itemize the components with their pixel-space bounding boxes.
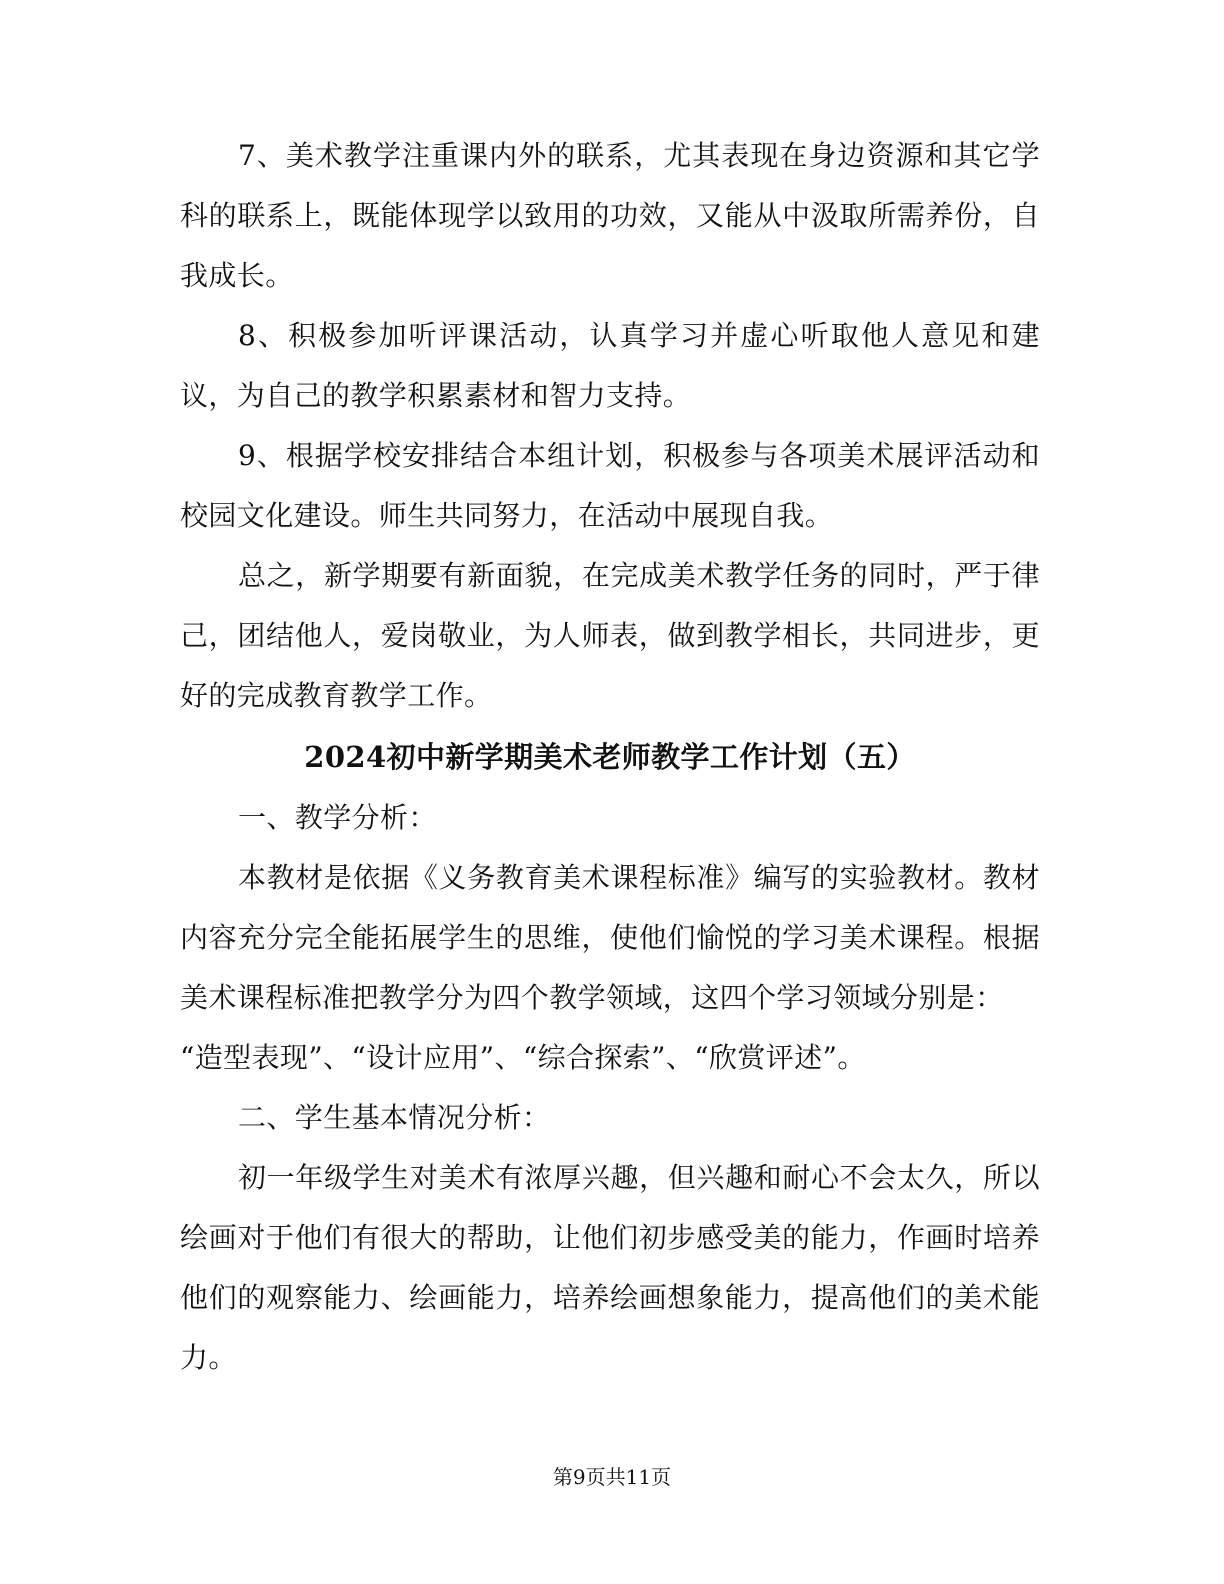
paragraph-item-7: 7、美术教学注重课内外的联系，尤其表现在身边资源和其它学科的联系上，既能体现学以致用的功效，又能从中汲取所需养份，自我成长。 [180,139,1040,292]
paragraph-summary: 总之，新学期要有新面貌，在完成美术教学任务的同时，严于律己，团结他人，爱岗敬业，为人师表，做到教学相长，共同进步，更好的完成教育教学工作。 [180,559,1040,712]
paragraph-item-9: 9、根据学校安排结合本组计划，积极参与各项美术展评活动和校园文化建设。师生共同努力，在活动中展现自我。 [180,439,1040,532]
subheading-student-analysis: 二、学生基本情况分析： [238,1101,551,1134]
paragraph-learning-domains: “造型表现”、“设计应用”、“综合探索”、“欣赏评述”。 [180,1041,866,1074]
paragraph-textbook: 本教材是依据《义务教育美术课程标准》编写的实验教材。教材内容充分完全能拓展学生的思维，使他们愉悦的学习美术课程。根据美术课程标准把教学分为四个教学领域，这四个学习领域分别是： [180,861,1040,1014]
page-content [180,126,1040,1388]
page-number-footer: 第9页共11页 [552,1465,672,1489]
paragraph-students: 初一年级学生对美术有浓厚兴趣，但兴趣和耐心不会太久，所以绘画对于他们有很大的帮助，让他们初步感受美的能力，作画时培养他们的观察能力、绘画能力，培养绘画想象能力，提高他们的美术能力。 [180,1161,1040,1374]
paragraph-item-8: 8、积极参加听评课活动，认真学习并虚心听取他人意见和建议，为自己的教学积累素材和智力支持。 [180,319,1040,412]
section-title: 2024初中新学期美术老师教学工作计划（五） [304,740,916,774]
subheading-teaching-analysis: 一、教学分析： [238,801,437,834]
